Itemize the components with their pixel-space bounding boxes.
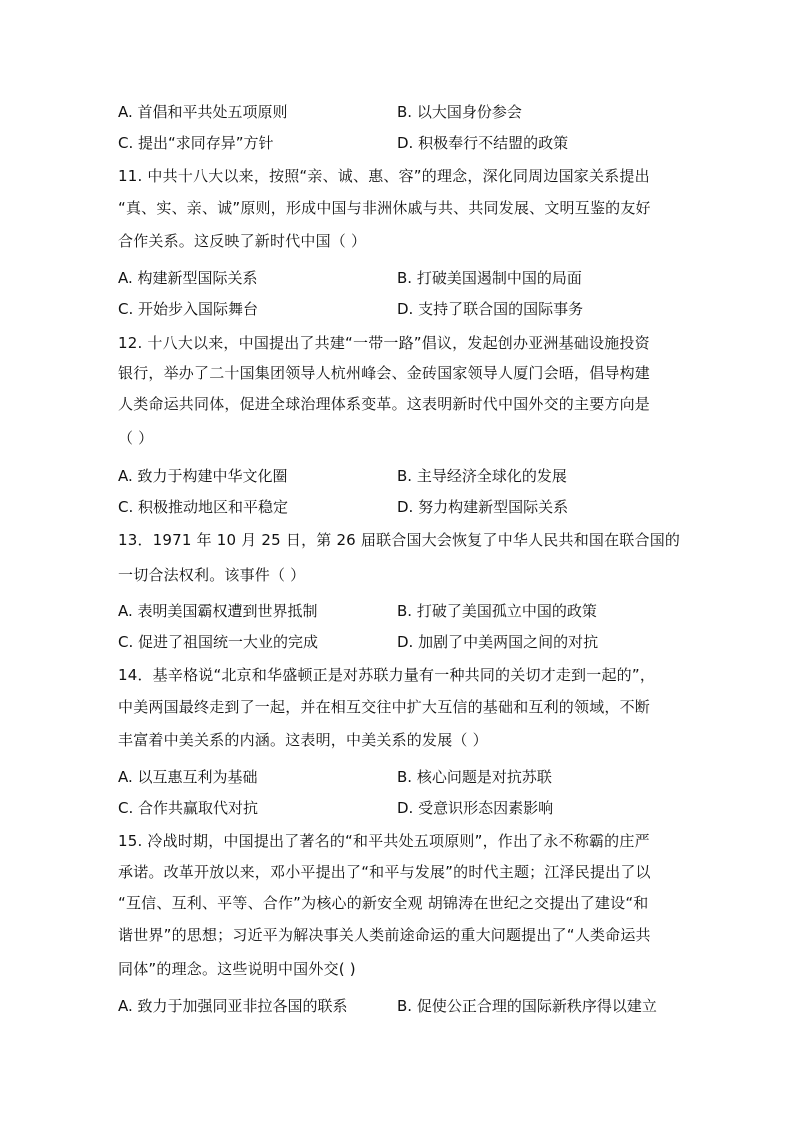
q13-option-b[interactable]: B. 打破了美国孤立中国的政策	[397, 602, 597, 620]
q11-stem-line-1: 11. 中共十八大以来，按照“亲、诚、惠、容”的理念，深化同周边国家关系提出	[118, 167, 650, 185]
q11-option-a[interactable]: A. 构建新型国际关系	[118, 269, 258, 287]
q15-stem-line-5: 同体”的理念。这些说明中国外交( )	[118, 960, 356, 978]
q12-stem-line-2: 银行，举办了二十国集团领导人杭州峰会、金砖国家领导人厦门会晤，倡导构建	[118, 364, 651, 382]
q13-option-d[interactable]: D. 加剧了中美两国之间的对抗	[397, 633, 599, 651]
q14-option-d[interactable]: D. 受意识形态因素影响	[397, 799, 554, 817]
q13-option-c[interactable]: C. 促进了祖国统一大业的完成	[118, 633, 319, 651]
q10-option-c[interactable]: C. 提出“求同存异”方针	[118, 134, 274, 152]
q11-option-b[interactable]: B. 打破美国遏制中国的局面	[397, 269, 582, 287]
q11-option-c[interactable]: C. 开始步入国际舞台	[118, 300, 259, 318]
q14-option-a[interactable]: A. 以互惠互利为基础	[118, 768, 258, 786]
q15-stem-line-4: 谐世界”的思想；习近平为解决事关人类前途命运的重大问题提出了“人类命运共	[118, 926, 651, 944]
q14-option-c[interactable]: C. 合作共赢取代对抗	[118, 799, 259, 817]
q13-stem-line-1: 13．1971 年 10 月 25 日，第 26 届联合国大会恢复了中华人民共和国在联合国的	[118, 531, 681, 549]
q12-option-a[interactable]: A. 致力于构建中华文化圈	[118, 467, 288, 485]
q10-option-b[interactable]: B. 以大国身份参会	[397, 103, 522, 121]
q12-stem-line-4: （ ）	[118, 429, 154, 447]
q13-option-a[interactable]: A. 表明美国霸权遭到世界抵制	[118, 602, 318, 620]
q15-option-b[interactable]: B. 促使公正合理的国际新秩序得以建立	[397, 997, 657, 1015]
q12-option-b[interactable]: B. 主导经济全球化的发展	[397, 467, 567, 485]
q11-stem-line-2: “真、实、亲、诚”原则，形成中国与非洲休戚与共、共同发展、文明互鉴的友好	[118, 199, 651, 217]
q15-stem-line-1: 15. 冷战时期，中国提出了著名的“和平共处五项原则”，作出了永不称霸的庄严	[118, 832, 650, 850]
q13-stem-line-2: 一切合法权利。该事件（ ）	[118, 566, 306, 584]
q15-option-a[interactable]: A. 致力于加强同亚非拉各国的联系	[118, 997, 348, 1015]
q14-option-b[interactable]: B. 核心问题是对抗苏联	[397, 768, 552, 786]
q11-option-d[interactable]: D. 支持了联合国的国际事务	[397, 300, 584, 318]
q15-stem-line-3: “互信、互利、平等、合作”为核心的新安全观 胡锦涛在世纪之交提出了建设“和	[118, 894, 649, 912]
q11-stem-line-3: 合作关系。这反映了新时代中国（ ）	[118, 232, 367, 250]
q15-stem-line-2: 承诺。改革开放以来，邓小平提出了“和平与发展”的时代主题；江泽民提出了以	[118, 863, 651, 881]
q14-stem-line-1: 14．基辛格说“北京和华盛顿正是对苏联力量有一种共同的关切才走到一起的”，	[118, 666, 656, 684]
q12-stem-line-1: 12. 十八大以来，中国提出了共建“一带一路”倡议，发起创办亚洲基础设施投资	[118, 334, 650, 352]
q10-option-d[interactable]: D. 积极奉行不结盟的政策	[397, 134, 569, 152]
q12-option-d[interactable]: D. 努力构建新型国际关系	[397, 498, 569, 516]
q12-option-c[interactable]: C. 积极推动地区和平稳定	[118, 498, 289, 516]
q10-option-a[interactable]: A. 首倡和平共处五项原则	[118, 103, 288, 121]
q12-stem-line-3: 人类命运共同体，促进全球治理体系变革。这表明新时代中国外交的主要方向是	[118, 395, 651, 413]
q14-stem-line-3: 丰富着中美关系的内涵。这表明，中美关系的发展（ ）	[118, 731, 488, 749]
q14-stem-line-2: 中美两国最终走到了一起，并在相互交往中扩大互信的基础和互利的领域，不断	[118, 698, 651, 716]
